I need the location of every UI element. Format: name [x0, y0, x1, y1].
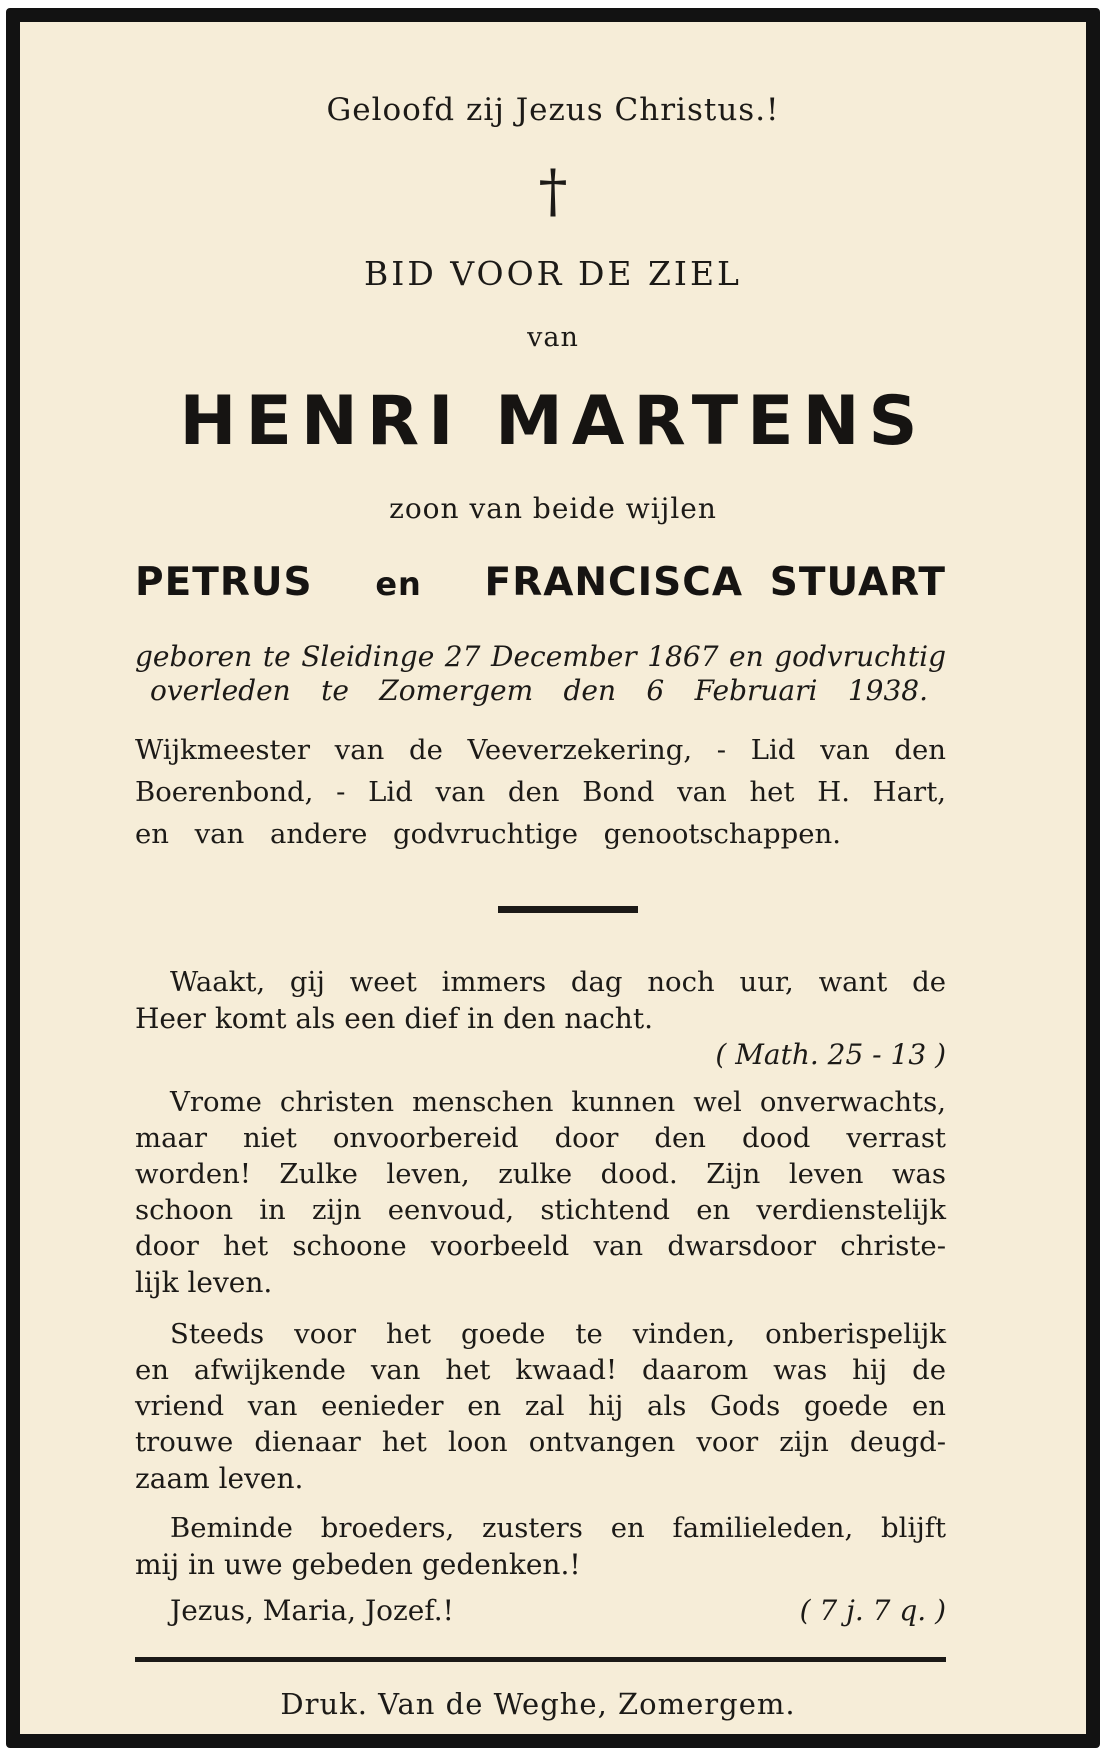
birth-line: geboren te Sleidinge 27 December 1867 en godvruchtig — [135, 640, 946, 673]
paragraph1-line-2: maar niet onvoorbereid door den dood verrast — [135, 1122, 946, 1154]
scripture-reference: ( Math. 25 - 13 ) — [715, 1038, 946, 1071]
death-line: overleden te Zomergem den 6 Februari 1938. — [150, 674, 928, 707]
father-name: PETRUS — [135, 560, 313, 605]
prayer-heading: BID VOOR DE ZIEL — [364, 254, 742, 293]
memorial-card — [6, 8, 1100, 1748]
van-text: van — [527, 322, 579, 353]
paragraph2-line-4: trouwe dienaar het loon ontvangen voor zijn deugd- — [135, 1426, 946, 1458]
paragraph2-line-5: zaam leven. — [135, 1462, 304, 1495]
divider — [498, 906, 638, 913]
paragraph1-line-4: schoon in zijn eenvoud, stichtend en verdienstelijk — [135, 1194, 946, 1226]
paragraph2-line-2: en afwijkende van het kwaad! daarom was hij de — [135, 1354, 946, 1386]
indulgence-text: ( 7 j. 7 q. ) — [799, 1594, 946, 1627]
cross-icon: † — [538, 157, 568, 225]
paragraph3-line-2: mij in uwe gebeden gedenken.! — [135, 1548, 581, 1581]
paragraph1-line-3: worden! Zulke leven, zulke dood. Zijn leven was — [135, 1158, 946, 1190]
closing-invocation: Jezus, Maria, Jozef.! — [170, 1594, 454, 1627]
and-text: en — [375, 565, 422, 603]
deceased-name: HENRI MARTENS — [179, 382, 927, 461]
paragraph2-line-3: vriend van eenieder en zal hij als Gods goede en — [135, 1390, 946, 1422]
paragraph3-line-1: Beminde broeders, zusters en familieleden, blijft — [170, 1512, 946, 1544]
membership-line-2: Boerenbond, - Lid van den Bond van het H. Hart, — [135, 776, 946, 808]
mother-name: FRANCISCA STUART — [484, 560, 947, 605]
paragraph1-line-5: door het schoone voorbeeld van dwarsdoor christe- — [135, 1230, 946, 1262]
membership-line-3: en van andere godvruchtige genootschappen. — [135, 818, 841, 850]
invocation-text: Geloofd zij Jezus Christus.! — [326, 92, 780, 128]
printer-credit: Druk. Van de Weghe, Zomergem. — [280, 1687, 796, 1721]
scripture-line-1: Waakt, gij weet immers dag noch uur, want de — [170, 966, 946, 998]
bottom-divider — [135, 1657, 946, 1662]
paragraph2-line-1: Steeds voor het goede te vinden, onberispelijk — [170, 1318, 946, 1350]
membership-line-1: Wijkmeester van de Veeverzekering, - Lid van den — [135, 734, 946, 766]
paragraph1-line-1: Vrome christen menschen kunnen wel onverwachts, — [170, 1086, 946, 1118]
paragraph1-line-6: lijk leven. — [135, 1266, 273, 1299]
scripture-line-2: Heer komt als een dief in den nacht. — [135, 1002, 653, 1035]
son-of-text: zoon van beide wijlen — [389, 492, 717, 525]
parents-names — [135, 560, 946, 605]
